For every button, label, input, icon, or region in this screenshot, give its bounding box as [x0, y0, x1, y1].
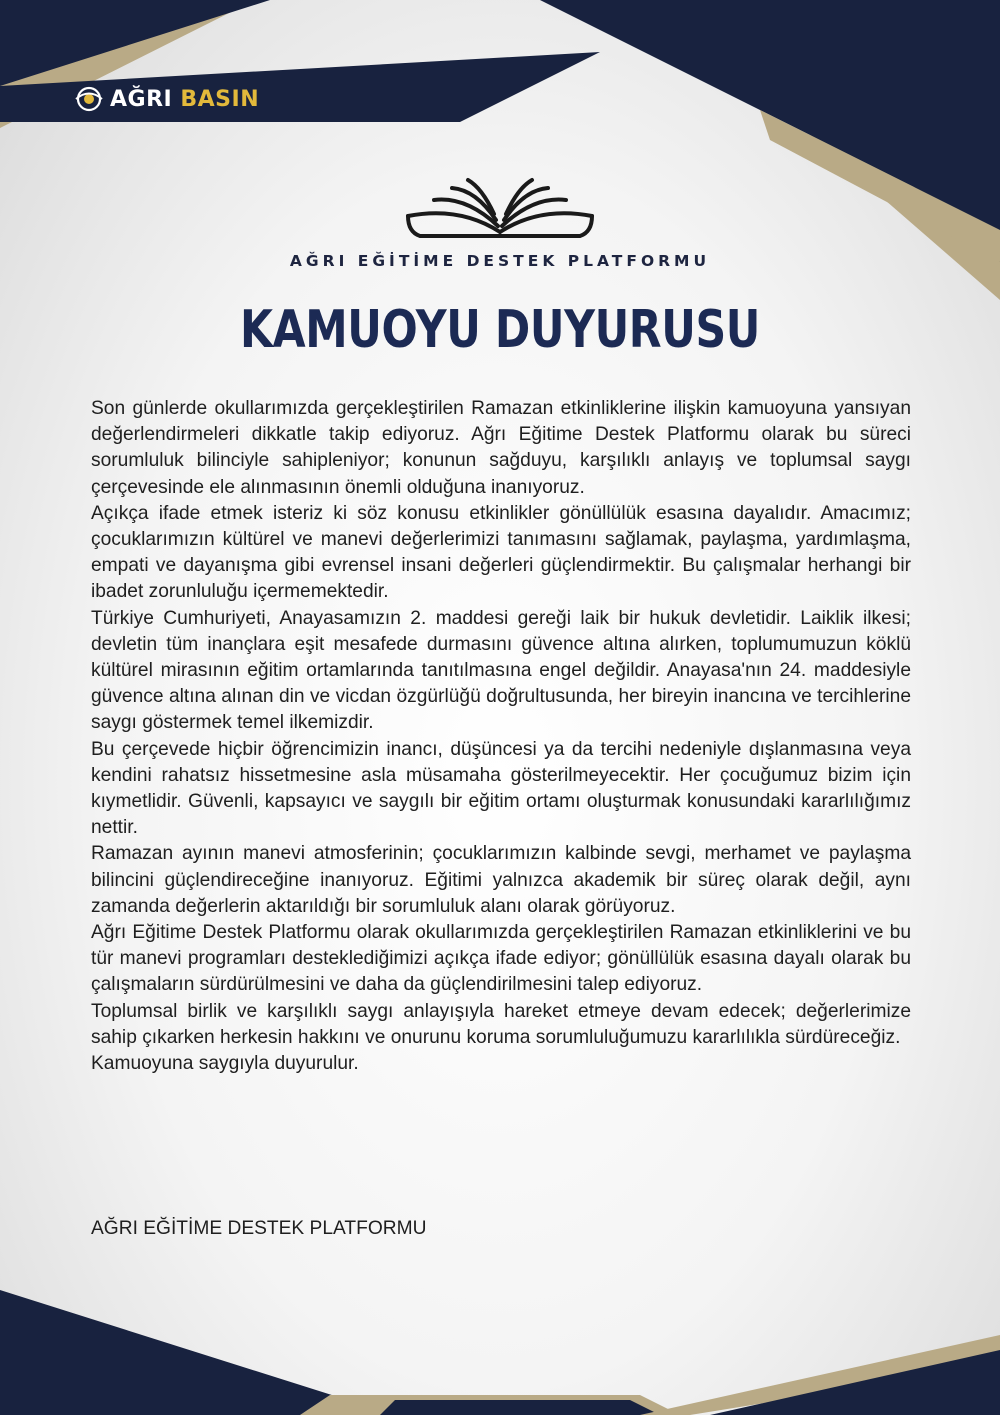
organization-header	[0, 176, 1000, 270]
agri-basin-watermark	[74, 86, 259, 112]
paragraph: Ağrı Eğitime Destek Platformu olarak okullarımızda gerçekleştirilen Ramazan etkinliklerini ve bu tür manevi programları desteklediğimizi açıkça ifade ediyor; gönüllülük esasına dayalı olarak bu çalışmaların sürdürülmesini ve daha da güçlendirilmesini talep ediyoruz.	[91, 922, 911, 996]
watermark-text	[110, 87, 259, 112]
announcement-body	[91, 396, 911, 1077]
paragraph: Son günlerde okullarımızda gerçekleştirilen Ramazan etkinliklerine ilişkin kamuoyuna yansıyan değerlendirmeleri dikkatle takip ediyoruz. Ağrı Eğitime Destek Platformu olarak bu süreci sorumluluk bilinciyle sahipleniyor; konunun sağduyu, karşılıklı anlayış ve toplumsal saygı çerçevesinde ele alınmasının önemli olduğuna inanıyoruz.	[91, 398, 911, 498]
page-title: KAMUOYU DUYURUSU	[240, 300, 760, 360]
paragraph: Açıkça ifade etmek isteriz ki söz konusu etkinlikler gönüllülük esasına dayalıdır. Amacımız; çocuklarımızın kültürel ve manevi değerlerimizi tanımasını sağlamak, paylaşma, yardımlaşma, empati ve dayanışma gibi evrensel insani değerleri güçlendirmektir. Bu çalışmalar herhangi bir ibadet zorunluluğu içermemektedir.	[91, 502, 911, 603]
paragraph: Türkiye Cumhuriyeti, Anayasamızın 2. maddesi gereği laik bir hukuk devletidir. Laiklik ilkesi; devletin tüm inançlara eşit mesafede durmasını güvence altına alırken, toplumumuzun köklü kültürel mirasının eğitim ortamlarında tanıtılmasına engel değildir. Anayasa'nın 24. maddesiyle güvence altına alınan din ve vicdan özgürlüğü doğrultusunda, her bireyin inancına ve tercihlerine saygı göstermek temel ilkemizdir.	[91, 607, 911, 734]
paragraph: Kamuoyuna saygıyla duyurulur.	[91, 1053, 359, 1075]
organization-name: AĞRI EĞİTİME DESTEK PLATFORMU	[289, 252, 711, 270]
camera-eye-icon	[74, 86, 104, 112]
paragraph: Bu çerçevede hiçbir öğrencimizin inancı, düşüncesi ya da tercihi nedeniyle dışlanmasına veya kendini rahatsız hissetmesine asla müsamaha gösterilmeyecektir. Her çocuğumuz bizim için kıymetlidir. Güvenli, kapsayıcı ve saygılı bir eğitim ortamı oluşturmak konusundaki kararlılığımız nettir.	[91, 738, 911, 839]
watermark-part-1: AĞRI	[110, 86, 173, 112]
watermark-part-2: BASIN	[180, 86, 260, 112]
signature: AĞRI EĞİTİME DESTEK PLATFORMU	[91, 1218, 427, 1239]
open-book-icon	[400, 176, 600, 242]
paragraph: Ramazan ayının manevi atmosferinin; çocuklarımızın kalbinde sevgi, merhamet ve paylaşma bilincini güçlendireceğine inanıyoruz. Eğitimi yalnızca akademik bir süreç olarak değil, aynı zamanda değerlerin aktarıldığı bir sorumluluk alanı olarak görüyoruz.	[91, 843, 911, 917]
paragraph: Toplumsal birlik ve karşılıklı saygı anlayışıyla hareket etmeye devam edecek; değerlerimize sahip çıkarken herkesin hakkını ve onurunu koruma sorumluluğumuzu kararlılıkla sürdüreceğiz.	[91, 1000, 911, 1048]
